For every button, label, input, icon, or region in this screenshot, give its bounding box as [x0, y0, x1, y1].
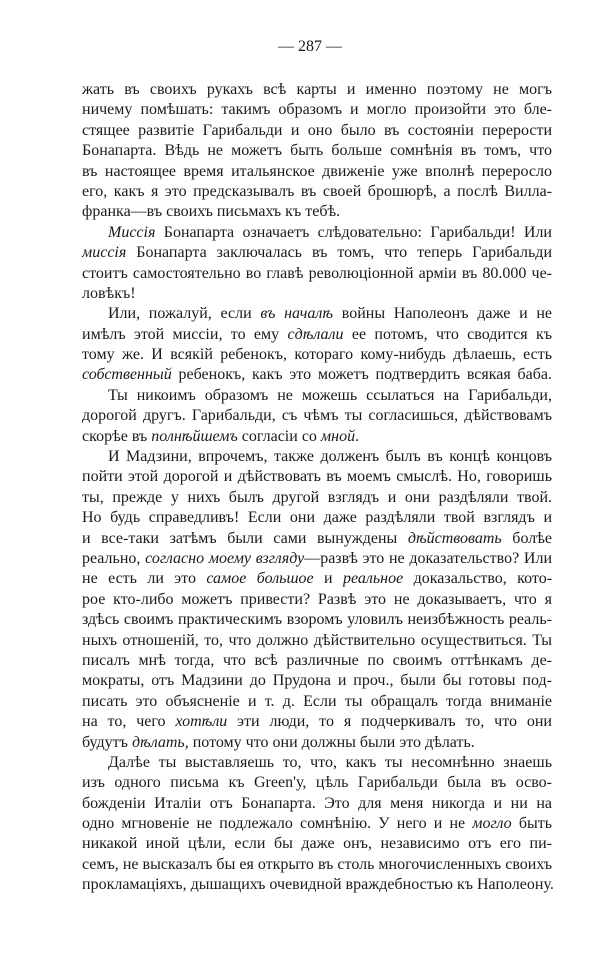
text-line: [82, 121, 552, 141]
text-line: [82, 814, 552, 834]
text-line: [82, 712, 552, 732]
paragraph: [82, 304, 552, 386]
text-segment: дорогой другъ. Гарибальди, съ чѣмъ ты согласишься, дѣйствовамъ: [82, 407, 552, 425]
text-line: [82, 243, 552, 263]
text-segment: одно мгновеніе не подлежало сомнѣнію. У него и не: [82, 815, 473, 833]
text-segment: стоитъ самостоятельно во главѣ революціонной арміи въ 80.000 че-: [82, 264, 552, 282]
text-segment: Или, пожалуй, если: [108, 305, 261, 323]
text-segment: семъ, не высказалъ бы ея открыто въ столь многочисленныхъ своихъ: [82, 855, 552, 873]
text-line: [82, 671, 552, 691]
text-line: [82, 427, 552, 447]
text-segment: стящее развитіе Гарибальди и оно было въ состояніи перерости: [82, 121, 552, 139]
text-line: [82, 264, 552, 284]
emphasized-text: въ началѣ: [260, 305, 334, 323]
text-segment: И Мадзини, впрочемъ, также долженъ былъ въ концѣ концовъ: [108, 448, 552, 466]
text-line: [82, 631, 552, 651]
text-segment: быть: [511, 815, 552, 833]
text-line: [82, 875, 552, 895]
text-segment: войны Наполеонъ даже и не: [333, 305, 553, 323]
emphasized-text: самое большое: [206, 570, 314, 588]
text-segment: Бонапарта заключалась въ томъ, что теперь Гарибальди: [126, 244, 552, 262]
paragraph: [82, 447, 552, 753]
text-segment: реально,: [82, 549, 146, 567]
text-segment: .: [355, 427, 360, 445]
emphasized-text: дѣлать: [131, 733, 185, 751]
emphasized-text: собственный: [82, 366, 172, 384]
page-body-text: [82, 80, 552, 896]
text-segment: пойти этой дорогой и дѣйствовать въ моемъ смыслѣ. Но, говоришь: [82, 468, 552, 486]
text-segment: эти люди, то я подчеркивалъ то, что они: [227, 713, 552, 731]
text-segment: изъ одного письма къ Green'у, цѣль Гарибальди была въ осво-: [82, 774, 552, 792]
text-segment: доказальство, кото-: [403, 570, 553, 588]
text-segment: Ты никоимъ образомъ не можешь ссылаться на Гарибальди,: [108, 386, 552, 404]
text-line: [82, 162, 552, 182]
text-line: [82, 467, 552, 487]
text-segment: ее потомъ, что сводится къ: [343, 325, 553, 343]
text-segment: Бонапарта означаетъ слѣдовательно: Гарибальди! Или: [155, 223, 552, 241]
emphasized-text: сдѣлали: [287, 325, 344, 343]
text-line: [82, 529, 552, 549]
emphasized-text: Миссія: [108, 223, 156, 241]
text-segment: въ настоящее время итальянское движеніе уже вполнѣ переросло: [82, 162, 552, 180]
text-segment: мократы, отъ Мадзини до Прудона и проч., были бы готовы под-: [82, 672, 552, 690]
text-segment: ныхъ отношеній, то, что должно дѣйствительно осуществиться. Ты: [82, 631, 552, 649]
emphasized-text: миссія: [82, 244, 127, 262]
text-line: [82, 651, 552, 671]
emphasized-text: мной: [320, 427, 356, 445]
text-line: [82, 488, 552, 508]
text-segment: не есть ли это: [82, 570, 207, 588]
text-line: [82, 549, 552, 569]
text-line: [82, 406, 552, 426]
text-segment: писалъ мнѣ тогда, что всѣ различные по своимъ оттѣнкамъ де-: [82, 651, 552, 669]
text-segment: тому же. И всякій ребенокъ, котораго кому-нибудь дѣлаешь, есть: [82, 346, 552, 364]
text-segment: на то, чего: [82, 713, 176, 731]
text-line: [82, 202, 552, 222]
text-line: [82, 773, 552, 793]
text-segment: никакой иной цѣли, если бы даже онъ, независимо отъ его пи-: [82, 835, 552, 853]
text-segment: и все-таки затѣмъ были сами вынуждены: [82, 529, 408, 547]
text-line: [82, 304, 552, 324]
page-number: — 287 —: [278, 38, 342, 55]
text-line: [82, 223, 552, 243]
paragraph: [82, 80, 552, 223]
text-line: [82, 590, 552, 610]
text-line: [82, 182, 552, 202]
text-segment: будутъ: [82, 733, 132, 751]
text-segment: скорѣе въ: [82, 427, 152, 445]
text-segment: имѣлъ этой миссіи, то ему: [82, 325, 288, 343]
text-segment: рое кто-либо можетъ привести? Развѣ это не доказываетъ, что я: [82, 590, 552, 608]
text-line: [82, 753, 552, 773]
emphasized-text: хотѣли: [175, 713, 228, 731]
text-segment: писать это объясненіе и т. д. Если ты обращалъ тогда вниманіе: [82, 692, 552, 710]
text-segment: , потому что они должны были это дѣлать.: [184, 733, 475, 751]
paragraph: [82, 223, 552, 305]
text-line: [82, 447, 552, 467]
text-line: [82, 610, 552, 630]
emphasized-text: согласно моему взгляду: [145, 549, 305, 567]
text-line: [82, 386, 552, 406]
text-segment: болѣе: [501, 529, 553, 547]
text-line: [82, 692, 552, 712]
text-line: [82, 284, 552, 304]
text-segment: согласіи со: [237, 427, 321, 445]
text-segment: Бонапарта. Вѣдь не можетъ быть больше сомнѣнія въ томъ, что: [82, 142, 552, 160]
text-segment: прокламаціяхъ, дышащихъ очевидной враждебностью къ Наполеону.: [82, 876, 554, 894]
text-segment: и: [313, 570, 344, 588]
text-segment: его, какъ я это предсказывалъ въ своей брошюрѣ, а послѣ Вилла-: [82, 182, 552, 200]
text-segment: божденіи Италіи отъ Бонапарта. Это для меня никогда и ни на: [82, 794, 552, 812]
emphasized-text: дѣйствовать: [407, 529, 502, 547]
text-line: [82, 100, 552, 120]
text-line: [82, 365, 552, 385]
text-line: [82, 733, 552, 753]
text-segment: ловѣкъ!: [82, 284, 136, 302]
text-segment: Но будь справедливъ! Если они даже раздѣляли твой взглядъ и: [82, 509, 552, 527]
text-line: [82, 345, 552, 365]
text-line: [82, 80, 552, 100]
text-segment: жать въ своихъ рукахъ всѣ карты и именно поэтому не могъ: [82, 81, 552, 98]
emphasized-text: реальное: [343, 570, 404, 588]
text-line: [82, 569, 552, 589]
text-segment: Далѣе ты выставляешь то, что, какъ ты несомнѣнно знаешь: [108, 753, 552, 771]
text-line: [82, 141, 552, 161]
text-segment: здѣсь своимъ практическимъ взоромъ уловилъ неизбѣжность реаль-: [82, 611, 552, 629]
text-line: [82, 325, 552, 345]
text-line: [82, 508, 552, 528]
paragraph: [82, 753, 552, 896]
emphasized-text: полнѣйшемъ: [151, 427, 238, 445]
text-line: [82, 855, 552, 875]
text-line: [82, 794, 552, 814]
text-segment: —развѣ это не доказательство? Или: [304, 549, 553, 567]
paragraph: [82, 386, 552, 447]
text-segment: ты, прежде у нихъ былъ другой взглядъ и они раздѣляли твой.: [82, 488, 552, 506]
text-segment: ничему помѣшать: такимъ образомъ и могло произойти это бле-: [82, 101, 552, 119]
text-segment: франка—въ своихъ письмахъ къ тебѣ.: [82, 203, 341, 221]
text-line: [82, 834, 552, 854]
emphasized-text: могло: [472, 815, 512, 833]
text-segment: ребенокъ, какъ это можетъ подтвердить всякая баба.: [171, 366, 552, 384]
